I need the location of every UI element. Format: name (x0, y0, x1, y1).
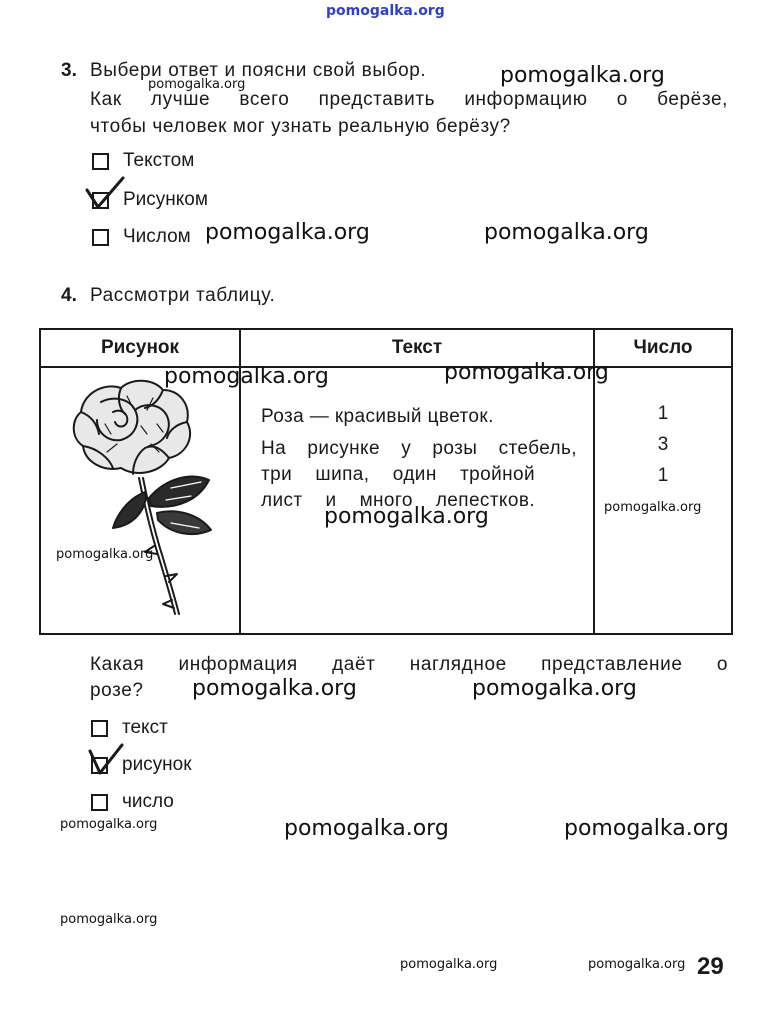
q3-option-drawing[interactable] (92, 189, 208, 211)
table-header-drawing: Рисунок (40, 329, 240, 367)
watermark: pomogalka.org (324, 504, 489, 529)
table-number: 1 (657, 403, 669, 424)
question-4-line1: Какая информация даёт наглядное представление о (90, 654, 728, 675)
table-text-block (261, 404, 577, 514)
checkbox-drawing[interactable] (91, 757, 108, 774)
question-4-number: 4. (61, 285, 77, 306)
checkmark-icon (88, 743, 128, 779)
question-4-line2: розе? (90, 680, 144, 701)
q3-option-text[interactable] (92, 150, 194, 172)
q3-option-number[interactable] (92, 226, 191, 248)
question-3-number: 3. (61, 60, 77, 81)
table-cell-drawing (40, 367, 240, 634)
watermark: pomogalka.org (564, 816, 729, 841)
watermark: pomogalka.org (472, 676, 637, 701)
question-3-line3: чтобы человек мог узнать реальную берёзу? (90, 116, 511, 137)
q4-option-label: рисунок (122, 754, 192, 775)
table-cell-text (240, 367, 594, 634)
watermark: pomogalka.org (484, 220, 649, 245)
checkbox-number[interactable] (91, 794, 108, 811)
watermark: pomogalka.org (56, 547, 154, 562)
q4-option-label: число (122, 791, 174, 812)
watermark: pomogalka.org (192, 676, 357, 701)
watermark: pomogalka.org (60, 912, 158, 927)
table-text-line: На рисунке у розы стебель, (261, 438, 577, 459)
watermark-top: pomogalka.org (326, 3, 445, 19)
table-text-line: лист и много лепестков. (261, 490, 535, 511)
watermark: pomogalka.org (60, 817, 158, 832)
table-text-line: Роза — красивый цветок. (261, 406, 494, 427)
q4-option-text[interactable] (91, 717, 168, 739)
q3-option-label: Текстом (123, 150, 195, 171)
rose-illustration (41, 368, 237, 630)
info-table (39, 328, 733, 635)
checkbox-drawing[interactable] (92, 192, 109, 209)
question-3-line1: Выбери ответ и поясни свой выбор. (90, 60, 427, 81)
checkbox-number[interactable] (92, 229, 109, 246)
watermark: pomogalka.org (284, 816, 449, 841)
watermark: pomogalka.org (400, 957, 498, 972)
table-numbers (595, 398, 731, 491)
q4-option-number[interactable] (91, 791, 174, 813)
q4-option-label: текст (122, 717, 168, 738)
page-number: 29 (697, 953, 724, 980)
watermark: pomogalka.org (205, 220, 370, 245)
table-header-number: Число (594, 329, 732, 367)
q3-option-label: Рисунком (123, 189, 208, 210)
watermark: pomogalka.org (500, 63, 665, 88)
question-3-line2: Как лучше всего представить информацию о берёзе, (90, 89, 728, 110)
checkbox-text[interactable] (92, 153, 109, 170)
watermark: pomogalka.org (444, 360, 609, 385)
watermark: pomogalka.org (164, 364, 329, 389)
q4-option-drawing[interactable] (91, 754, 192, 776)
table-text-line: три шипа, один тройной (261, 464, 535, 485)
watermark: pomogalka.org (604, 500, 702, 515)
checkmark-icon (85, 176, 131, 214)
table-number: 3 (657, 434, 669, 455)
question-4-title: Рассмотри таблицу. (90, 285, 276, 306)
checkbox-text[interactable] (91, 720, 108, 737)
q3-option-label: Числом (123, 226, 191, 247)
watermark: pomogalka.org (588, 957, 686, 972)
table-number: 1 (657, 465, 669, 486)
watermark: pomogalka.org (148, 77, 246, 92)
table-header-text: Текст (240, 329, 594, 367)
